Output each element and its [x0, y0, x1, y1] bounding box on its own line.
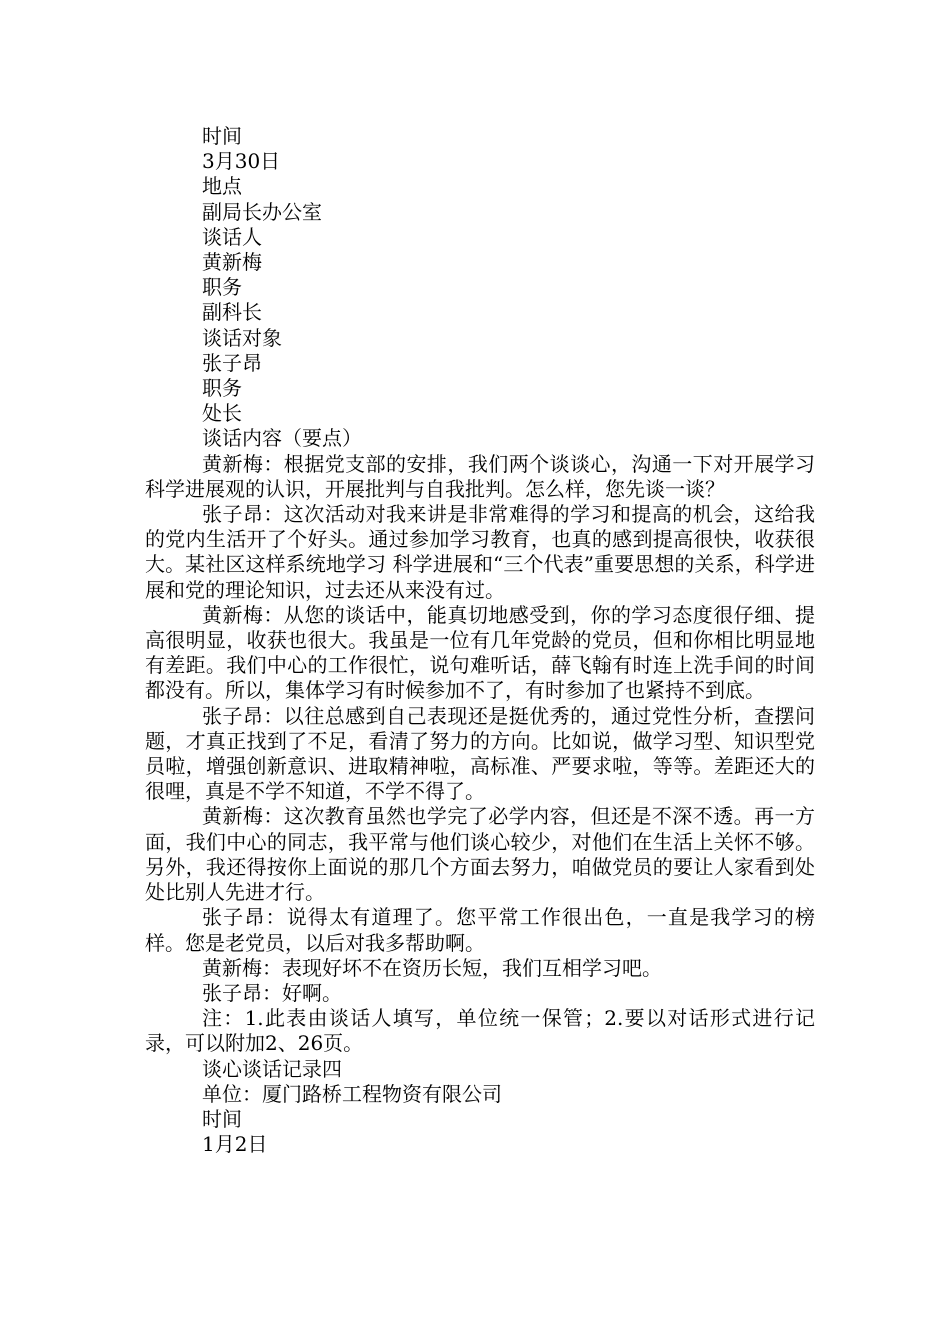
dialogue-paragraph: 黄新梅：表现好坏不在资历长短，我们互相学习吧。 [202, 955, 662, 980]
record-four-time-value: 1月2日 [202, 1132, 268, 1157]
record-four-heading: 谈心谈话记录四 [202, 1056, 342, 1081]
place-value: 副局长办公室 [202, 199, 322, 224]
place-label: 地点 [202, 174, 242, 199]
time-value: 3月30日 [202, 149, 281, 174]
dialogue-paragraph: 黄新梅：根据党支部的安排，我们两个谈谈心，沟通一下对开展学习科学进展观的认识，开展批判与自我批判。怎么样，您先谈一谈？ [145, 451, 815, 501]
dialogue-paragraph: 张子昂：好啊。 [202, 980, 342, 1005]
interviewee-title-value: 处长 [202, 401, 242, 426]
dialogue-paragraph: 张子昂：这次活动对我来讲是非常难得的学习和提高的机会，这给我的党内生活开了个好头。通过参加学习教育，也真的感到提高很快，收获很大。某社区这样系统地学习 科学进展和“三个代表”重要思想的关系，科学进展和党的理论知识，过去还从来没有过。 [145, 502, 815, 602]
dialogue-paragraph: 张子昂：以往总感到自己表现还是挺优秀的，通过党性分析，查摆问题，才真正找到了不足，看清了努力的方向。比如说，做学习型、知识型党员啦，增强创新意识、进取精神啦，高标准、严要求啦，等等。差距还大的很哩，真是不学不知道，不学不得了。 [145, 703, 815, 804]
form-note: 注：1.此表由谈话人填写，单位统一保管；2.要以对话形式进行记录，可以附加2、26页。 [145, 1006, 815, 1056]
record-four-unit: 单位：厦门路桥工程物资有限公司 [202, 1081, 502, 1106]
content-label: 谈话内容（要点） [202, 426, 362, 451]
interviewer-value: 黄新梅 [202, 250, 262, 275]
interviewee-label: 谈话对象 [202, 325, 282, 350]
record-four-time-label: 时间 [202, 1106, 242, 1131]
dialogue-paragraph: 黄新梅：从您的谈话中，能真切地感受到，你的学习态度很仔细、提高很明显，收获也很大。我虽是一位有几年党龄的党员，但和你相比明显地有差距。我们中心的工作很忙，说句难听话，薛飞翰有时连上洗手间的时间都没有。所以，集体学习有时候参加不了，有时参加了也紧持不到底。 [145, 602, 815, 703]
interviewer-label: 谈话人 [202, 224, 262, 249]
interviewer-title-label: 职务 [202, 275, 242, 300]
dialogue-paragraph: 张子昂：说得太有道理了。您平常工作很出色，一直是我学习的榜样。您是老党员，以后对我多帮助啊。 [145, 905, 815, 955]
interviewee-title-label: 职务 [202, 376, 242, 401]
document-page [145, 124, 815, 1157]
interviewer-title-value: 副科长 [202, 300, 262, 325]
interviewee-value: 张子昂 [202, 350, 262, 375]
time-label: 时间 [202, 124, 242, 148]
dialogue-paragraph: 黄新梅：这次教育虽然也学完了必学内容，但还是不深不透。再一方面，我们中心的同志，我平常与他们谈心较少，对他们在生活上关怀不够。另外，我还得按你上面说的那几个方面去努力，咱做党员的要让人家看到处处比别人先进才行。 [145, 804, 815, 905]
